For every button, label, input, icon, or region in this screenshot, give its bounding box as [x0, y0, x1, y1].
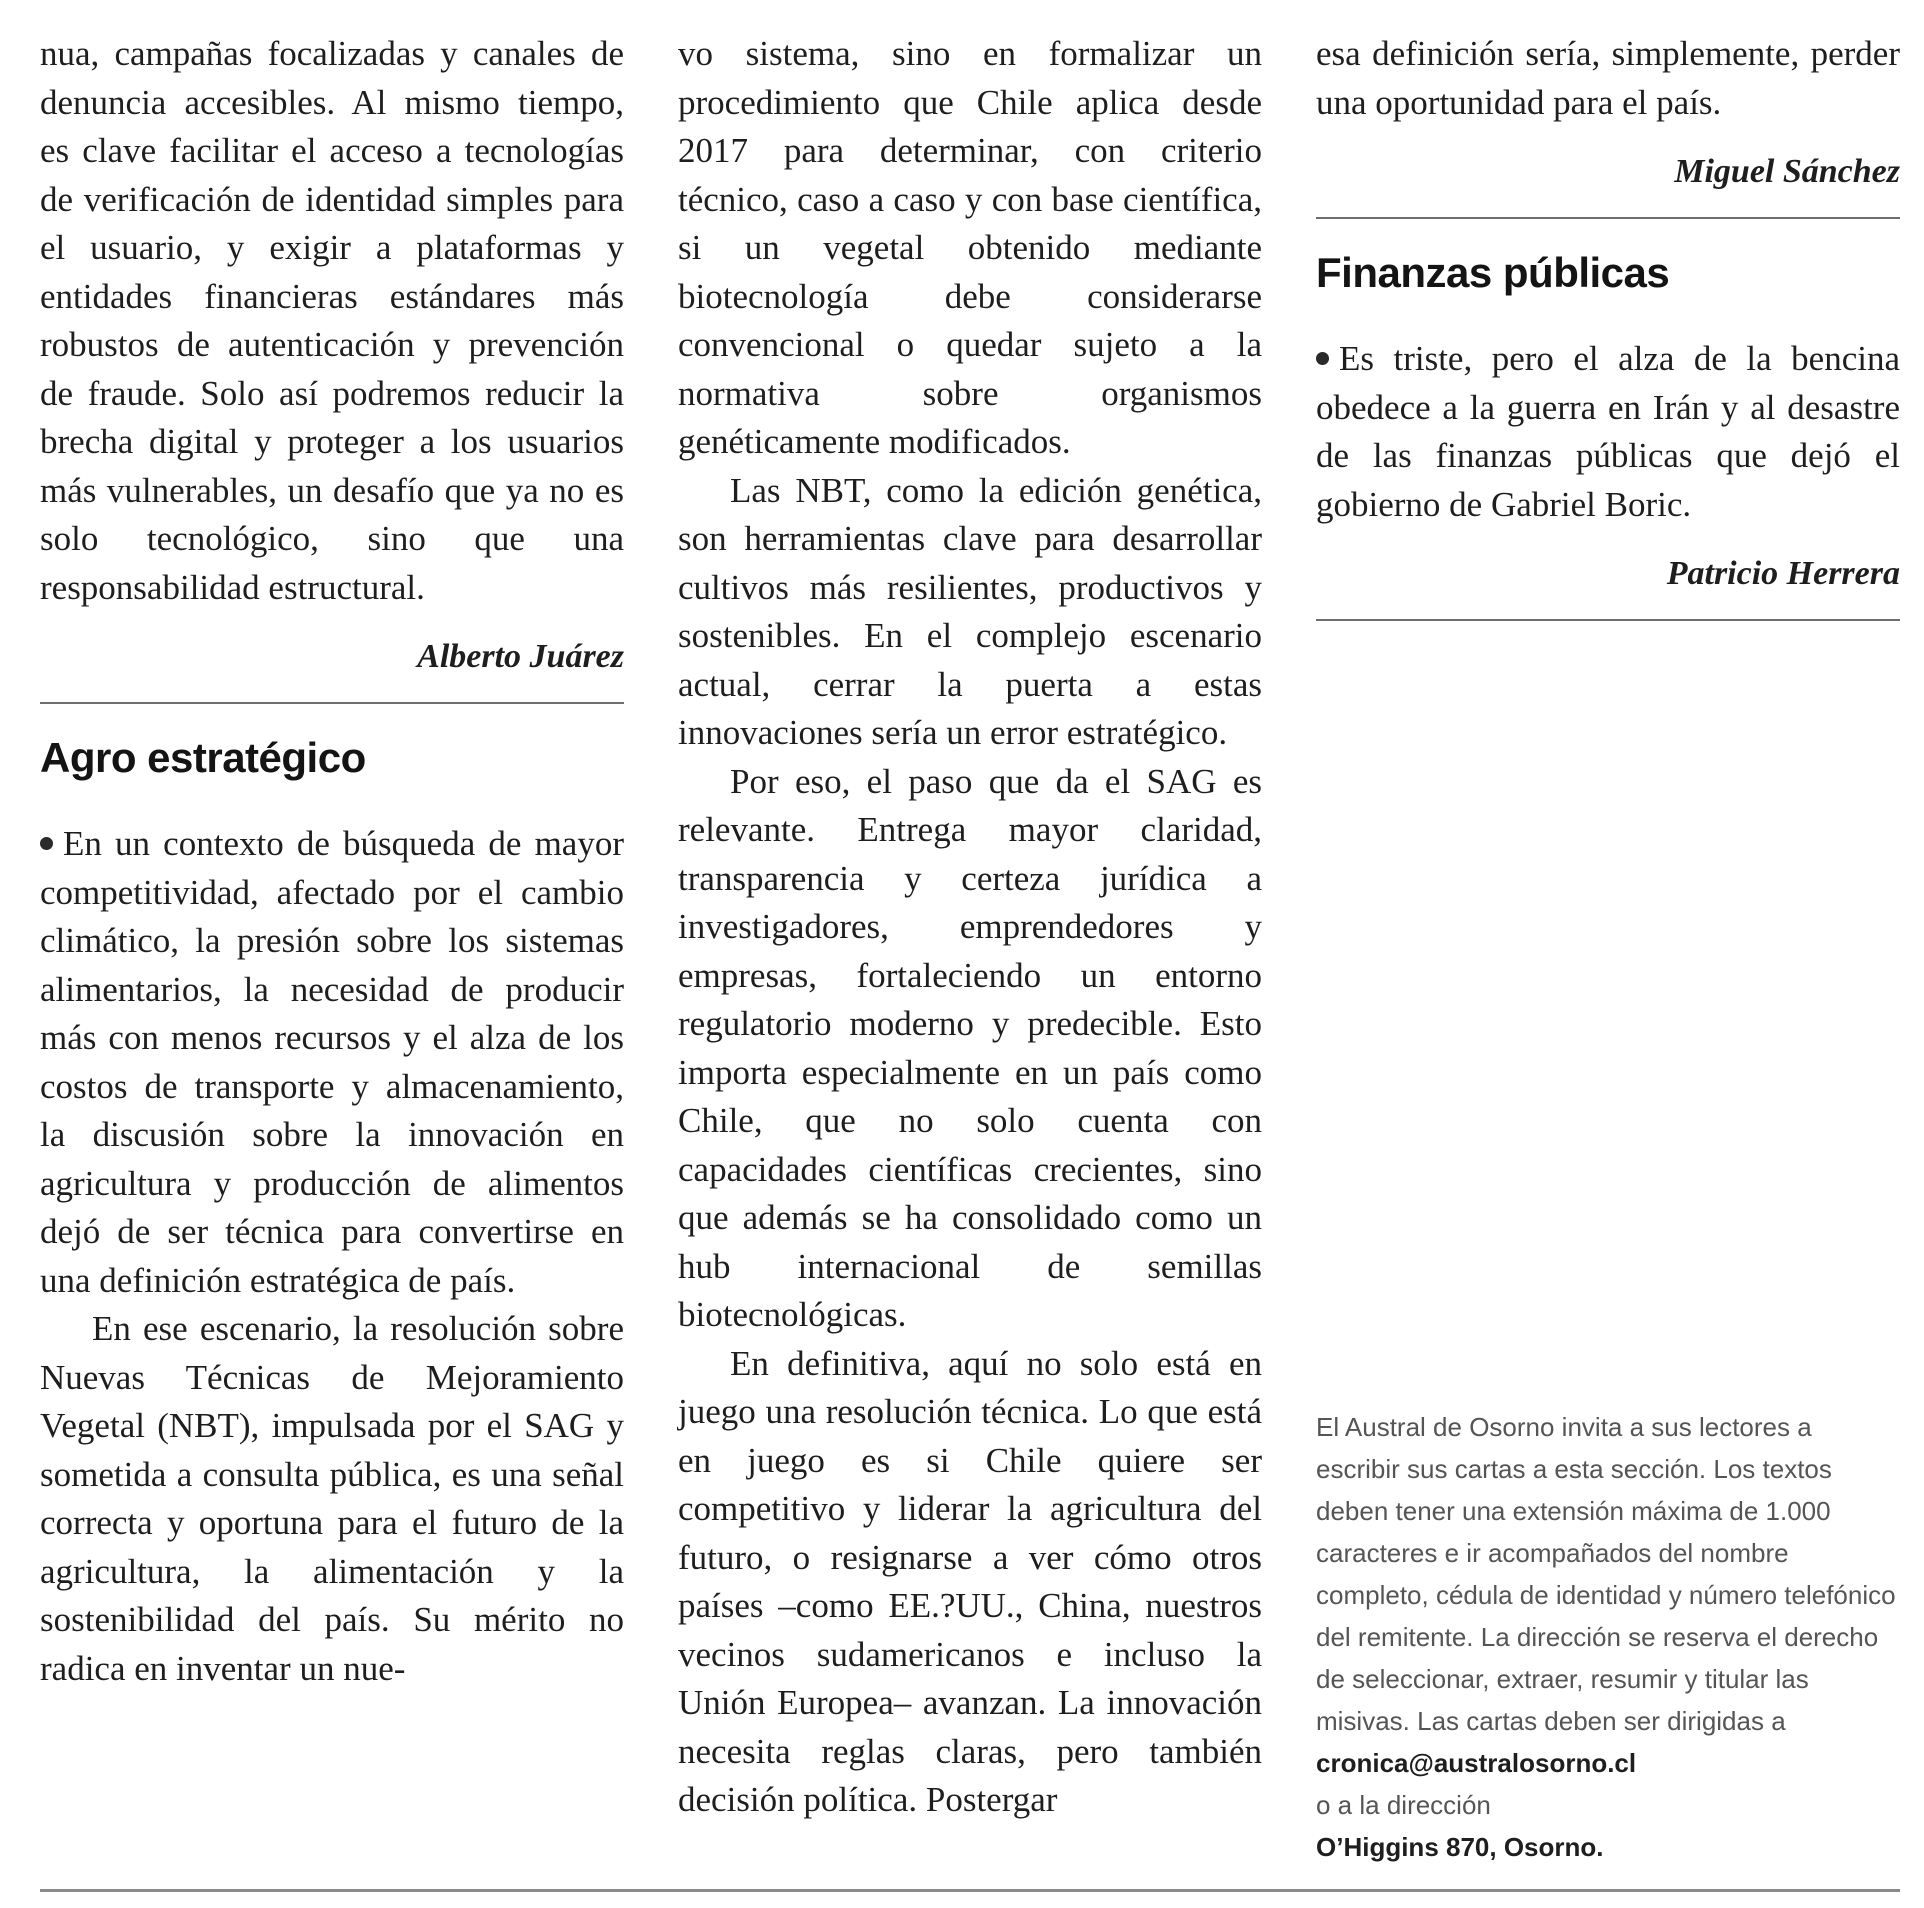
page-bottom-rule — [40, 1889, 1900, 1892]
letter-paragraph: En definitiva, aquí no solo está en juego una resolución técnica. Lo que está en juego es si Chile quiere ser competitivo y liderar la agricultura del futuro, o resignarse a ver cómo otros países –como EE.?UU., China, nuestros vecinos sudamericanos e incluso la Unión Europea– avanzan. La innovación necesita reglas claras, pero también decisión política. Postergar — [678, 1343, 1262, 1819]
letter-text: nua, campañas focalizadas y canales de denuncia accesibles. Al mismo tiempo, es clave facilitar el acceso a tecnologías de verificación de identidad simples para el usuario, y exigir a plataformas y entidades financieras estándares más robustos de autenticación y prevención de fraude. Solo así podremos reducir la brecha digital y proteger a los usuarios más vulnerables, un desafío que ya no es solo tecnológico, sino que una responsabilidad estructural. — [40, 34, 624, 607]
letter-signature: Miguel Sánchez — [1674, 153, 1900, 190]
letter-signature: Patricio Herrera — [1666, 555, 1900, 592]
section-divider — [40, 702, 624, 704]
letter-paragraph: vo sistema, sino en formalizar un procedimiento que Chile aplica desde 2017 para determinar, con criterio técnico, caso a caso y con base científica, si un vegetal obtenido mediante biotecnología debe considerarse convencional o quedar sujeto a la normativa sobre organismos genéticamente modificados. — [678, 34, 1262, 461]
submission-info-text: El Austral de Osorno invita a sus lectores a escribir sus cartas a esta sección. Los textos deben tener una extensión máxima de 1.000 caracteres e ir acompañados del nombre completo, cédula de identidad y número telefónico del remitente. La dirección se reserva el derecho de seleccionar, extraer, resumir y titular las misivas. Las cartas deben ser dirigidas a — [1316, 1412, 1896, 1736]
submission-email[interactable]: cronica@australosorno.cl — [1316, 1748, 1637, 1778]
bullet-icon — [40, 837, 53, 850]
submission-or-label: o a la dirección — [1316, 1790, 1491, 1820]
letter-paragraph: Es triste, pero el alza de la bencina obedece a la guerra en Irán y al desastre de las finanzas públicas que dejó el gobierno de Gabriel Boric. — [1316, 339, 1900, 524]
section-heading: Finanzas públicas — [1316, 249, 1670, 296]
section-heading: Agro estratégico — [40, 734, 366, 781]
letter-paragraph: Las NBT, como la edición genética, son herramientas clave para desarrollar cultivos más resilientes, productivos y sostenibles. En el complejo escenario actual, cerrar la puerta a estas innovaciones sería un error estratégico. — [678, 470, 1262, 752]
bullet-icon — [1316, 352, 1329, 365]
column-left — [40, 30, 624, 1868]
letter-text: esa definición sería, simplemente, perder una oportunidad para el país. — [1316, 34, 1900, 122]
column-middle — [678, 30, 1262, 1868]
submission-info — [1316, 1406, 1900, 1868]
letter-paragraph: En ese escenario, la resolución sobre Nuevas Técnicas de Mejoramiento Vegetal (NBT), impulsada por el SAG y sometida a consulta pública, es una señal correcta y oportuna para el futuro de la agricultura, la alimentación y la sostenibilidad del país. Su mérito no radica en inventar un nue- — [40, 1309, 624, 1688]
letter-paragraph: Por eso, el paso que da el SAG es relevante. Entrega mayor claridad, transparencia y certeza jurídica a investigadores, emprendedores y empresas, fortaleciendo un entorno regulatorio moderno y predecible. Esto importa especialmente en un país como Chile, que no solo cuenta con capacidades científicas crecientes, sino que además se ha consolidado como un hub internacional de semillas biotecnológicas. — [678, 761, 1262, 1334]
letter-paragraph: En un contexto de búsqueda de mayor competitividad, afectado por el cambio climático, la presión sobre los sistemas alimentarios, la necesidad de producir más con menos recursos y el alza de los costos de transporte y almacenamiento, la discusión sobre la innovación en agricultura y producción de alimentos dejó de ser técnica para convertirse en una definición estratégica de país. — [40, 824, 624, 1300]
letter-signature: Alberto Juárez — [417, 638, 624, 675]
section-divider — [1316, 619, 1900, 621]
column-right — [1316, 30, 1900, 1868]
section-divider — [1316, 217, 1900, 219]
submission-address: O’Higgins 870, Osorno. — [1316, 1832, 1604, 1862]
